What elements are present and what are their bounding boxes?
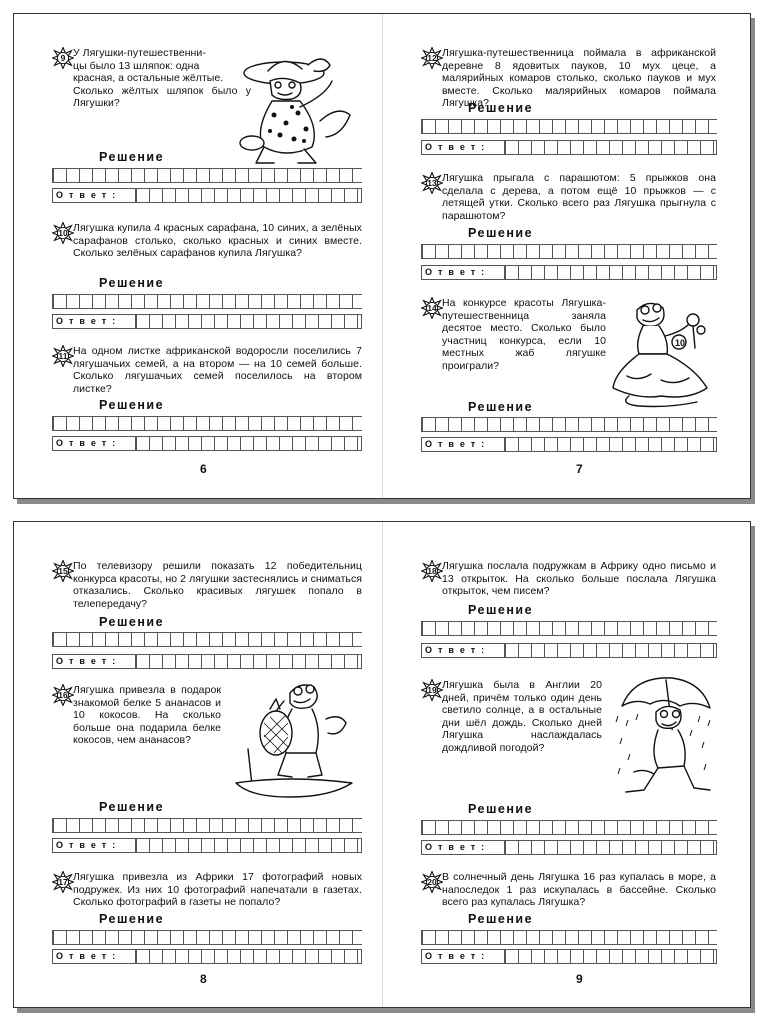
frog-with-pineapple-icon	[230, 679, 356, 803]
answer-row[interactable]	[52, 436, 362, 451]
problem-text: Лягушка привезла в подарок знакомой белке 5 ананасов и 10 кокосов. На сколько больше она подарила белке кокосов, чем ананасов?	[73, 684, 221, 746]
answer-cells[interactable]	[136, 315, 361, 328]
frog-with-umbrella-illustration	[614, 672, 718, 800]
answer-row[interactable]	[52, 314, 362, 329]
page-7	[421, 14, 717, 498]
answer-cells[interactable]	[136, 655, 361, 668]
problem-number-badge: 12	[421, 47, 443, 69]
answer-row[interactable]	[421, 840, 717, 855]
problem-text: Лягушка была в Англии 20 дней, причём только один день светило солнце, а в остальные дни шёл дождь. Сколько дней Лягушка наслаждалась дождливой погодой?	[442, 679, 602, 754]
answer-cells[interactable]	[136, 839, 361, 852]
page-gutter	[382, 522, 383, 1007]
problem-text: Лягушка-путешественница поймала в африканской деревне 8 ядовитых пауков, 10 мух цеце, а малярийных комаров столько, сколько пауков и мух вместе. Сколько малярийных комаров поймала Лягушка?	[442, 47, 716, 109]
solution-heading: Решение	[99, 615, 165, 629]
answer-cells[interactable]	[505, 141, 716, 154]
answer-row[interactable]	[421, 265, 717, 280]
frog-in-hat-icon	[234, 51, 356, 169]
answer-label: Ответ:	[422, 141, 505, 154]
solution-grid[interactable]	[421, 621, 717, 636]
solution-heading: Решение	[99, 398, 165, 412]
page-number: 7	[576, 462, 583, 476]
answer-cells[interactable]	[505, 841, 716, 854]
answer-label: Ответ:	[53, 189, 136, 202]
answer-row[interactable]	[52, 949, 362, 964]
frog-with-umbrella-icon	[614, 672, 718, 800]
answer-cells[interactable]	[505, 950, 716, 963]
answer-row[interactable]	[421, 643, 717, 658]
problem-number-badge: 19	[421, 679, 443, 701]
frog-with-pineapple-illustration	[230, 679, 356, 803]
book-spread-pages-6-7	[13, 13, 751, 499]
solution-grid[interactable]	[421, 820, 717, 835]
answer-row[interactable]	[52, 188, 362, 203]
answer-label: Ответ:	[53, 315, 136, 328]
solution-heading: Решение	[99, 150, 165, 164]
answer-row[interactable]	[52, 838, 362, 853]
answer-label: Ответ:	[422, 266, 505, 279]
answer-row[interactable]	[421, 437, 717, 452]
answer-row[interactable]	[52, 654, 362, 669]
problem-number-badge: 14	[421, 297, 443, 319]
answer-label: Ответ:	[422, 644, 505, 657]
answer-label: Ответ:	[53, 437, 136, 450]
answer-label: Ответ:	[422, 438, 505, 451]
problem-text: На одном листке африканской водоросли поселились 7 лягушачьих семей, а на втором — на 10 семей больше. Сколько лягушачьих семей поселилось на втором листке?	[73, 345, 362, 395]
problem-number-badge: 15	[52, 560, 74, 582]
answer-cells[interactable]	[136, 189, 361, 202]
page-6	[52, 14, 362, 498]
solution-heading: Решение	[468, 400, 534, 414]
answer-cells[interactable]	[505, 644, 716, 657]
answer-label: Ответ:	[53, 655, 136, 668]
problem-number-badge: 11	[52, 345, 74, 367]
solution-heading: Решение	[99, 912, 165, 926]
solution-grid[interactable]	[52, 416, 362, 431]
problem-number-badge: 13	[421, 172, 443, 194]
answer-label: Ответ:	[422, 950, 505, 963]
solution-grid[interactable]	[52, 294, 362, 309]
solution-grid[interactable]	[421, 119, 717, 134]
page-number: 8	[200, 972, 207, 986]
solution-heading: Решение	[99, 800, 165, 814]
answer-cells[interactable]	[136, 437, 361, 450]
solution-grid[interactable]	[421, 930, 717, 945]
solution-heading: Решение	[468, 603, 534, 617]
answer-label: Ответ:	[422, 841, 505, 854]
page-number: 9	[576, 972, 583, 986]
solution-heading: Решение	[99, 276, 165, 290]
problem-text: У Лягушки-путешественни- цы было 13 шляпок: одна красная, а остальные жёлтые. Сколько жёлтых шляпок было у Лягушки?	[73, 47, 251, 109]
problem-number-badge: 17	[52, 871, 74, 893]
problem-text: Лягушка привезла из Африки 17 фотографий новых подружек. Из них 10 фотографий напечатали в газетах. Сколько фотографий в газеты не попало?	[73, 871, 362, 908]
answer-label: Ответ:	[53, 839, 136, 852]
answer-label: Ответ:	[53, 950, 136, 963]
frog-princess-icon	[609, 296, 715, 408]
problem-number-badge: 18	[421, 560, 443, 582]
frog-with-hat-illustration	[234, 51, 356, 169]
page-number: 6	[200, 462, 207, 476]
solution-heading: Решение	[468, 101, 534, 115]
answer-row[interactable]	[421, 140, 717, 155]
page-gutter	[382, 14, 383, 498]
frog-in-ball-gown-illustration	[609, 296, 715, 408]
solution-grid[interactable]	[52, 930, 362, 945]
problem-text: В солнечный день Лягушка 16 раз купалась в море, а напоследок 1 раз искупалась в бассейне. Сколько всего раз купалась Лягушка?	[442, 871, 716, 908]
book-spread-pages-8-9	[13, 521, 751, 1008]
answer-cells[interactable]	[136, 950, 361, 963]
solution-heading: Решение	[468, 802, 534, 816]
solution-grid[interactable]	[52, 632, 362, 647]
answer-cells[interactable]	[505, 438, 716, 451]
solution-heading: Решение	[468, 226, 534, 240]
svg-text:10: 10	[675, 338, 686, 348]
answer-cells[interactable]	[505, 266, 716, 279]
page-8	[52, 522, 362, 1007]
problem-number-badge: 10	[52, 222, 74, 244]
problem-text: Лягушка купила 4 красных сарафана, 10 синих, а зелёных сарафанов столько, сколько красных и синих вместе. Сколько зелёных сарафанов купила Лягушка?	[73, 222, 362, 259]
problem-text: На конкурсе красоты Лягушка-путешественница заняла десятое место. Сколько было участниц конкурса, если 10 местных жаб лягушке проиграли?	[442, 297, 606, 372]
solution-grid[interactable]	[52, 818, 362, 833]
problem-text: По телевизору решили показать 12 победительниц конкурса красоты, но 2 лягушки застеснялись и сниматься отказались. Сколько красивых лягушек попало в телепередачу?	[73, 560, 362, 610]
problem-text: Лягушка прыгала с парашютом: 5 прыжков она сделала с дерева, а потом ещё 10 прыжков — с летящей утки. Сколько всего раз Лягушка прыгнула с парашютом?	[442, 172, 716, 222]
solution-grid[interactable]	[52, 168, 362, 183]
solution-grid[interactable]	[421, 244, 717, 259]
problem-number-badge: 20	[421, 871, 443, 893]
problem-text: Лягушка послала подружкам в Африку одно письмо и 13 открыток. На сколько больше послала Лягушка открыток, чем писем?	[442, 560, 716, 597]
problem-number-badge: 16	[52, 684, 74, 706]
solution-grid[interactable]	[421, 417, 717, 432]
answer-row[interactable]	[421, 949, 717, 964]
solution-heading: Решение	[468, 912, 534, 926]
problem-number-badge: 9	[52, 47, 74, 69]
page-9	[421, 522, 717, 1007]
